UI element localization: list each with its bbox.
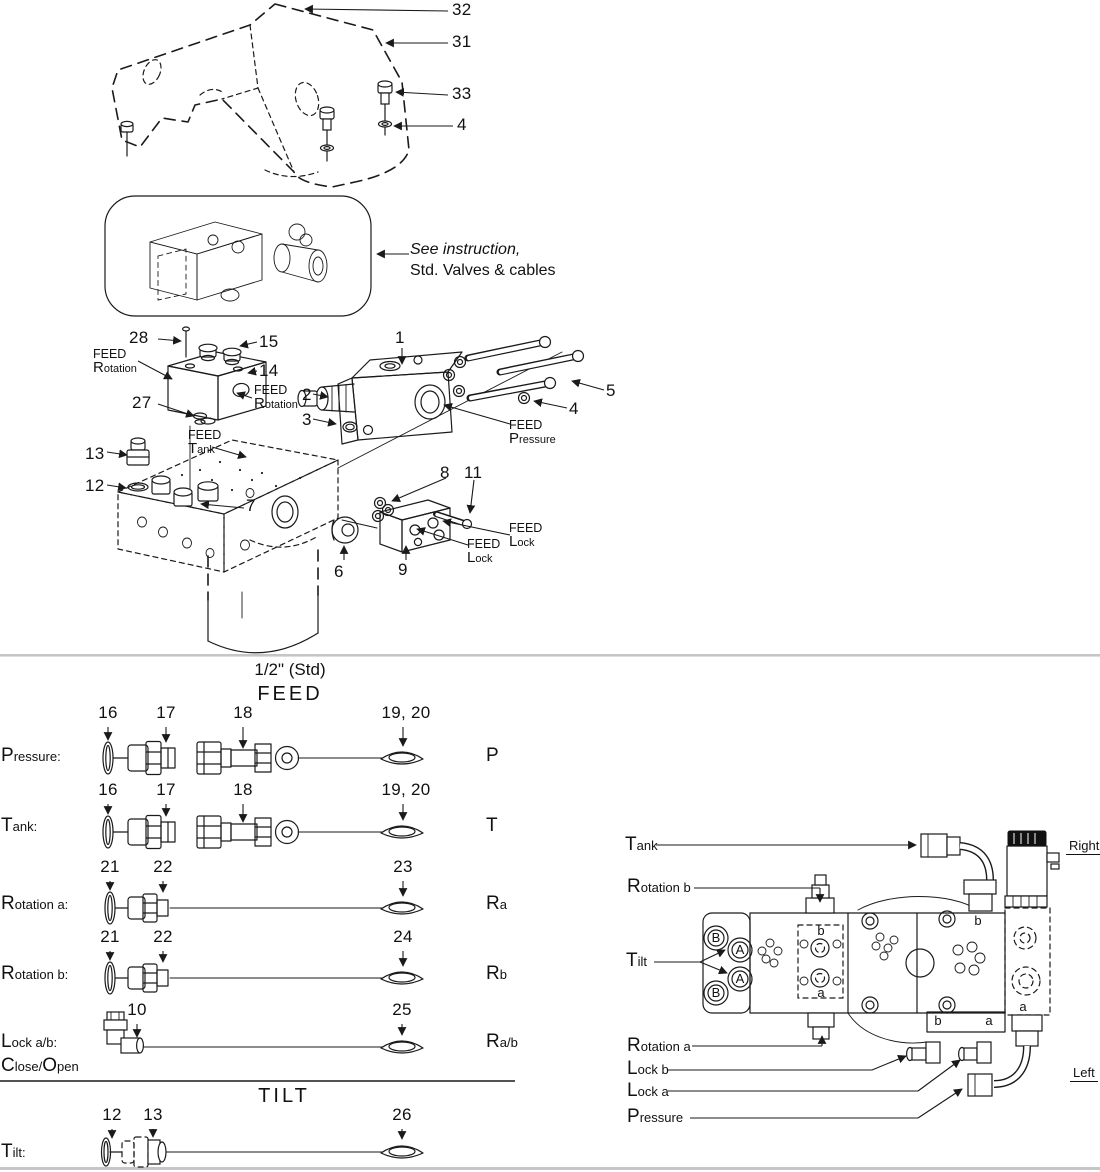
callout-18b: 18: [233, 780, 253, 799]
tilt-section-title: TILT: [258, 1085, 310, 1107]
label-feed-lock-right: [509, 522, 542, 549]
label-tank: Tank: [625, 834, 658, 855]
row-label-rotation-b: Rotation b:: [1, 963, 69, 984]
label-lock-a: Lock a: [627, 1080, 669, 1101]
feed-section-title: FEED: [257, 683, 323, 705]
label-feed-pressure: [509, 419, 556, 446]
port-letter-a-valve-bottom: a: [817, 985, 825, 1000]
label-left-side: Left: [1070, 1066, 1098, 1082]
callout-18: 18: [233, 703, 253, 722]
port-label-rab: Ra/b: [486, 1031, 518, 1052]
row-label-rotation-a: Rotation a:: [1, 893, 69, 914]
cover-outline-drawing: [112, 4, 453, 187]
callout-24: 24: [393, 927, 413, 946]
callout-11: 11: [464, 463, 483, 482]
label-line2: Rotation: [93, 358, 137, 376]
callout-28: 28: [129, 328, 149, 347]
label-tilt: Tilt: [626, 950, 648, 971]
row-label-lock-ab: Lock a/b:: [1, 1031, 58, 1052]
label-feed-lock-left: [467, 538, 500, 565]
port-label-rb: Rb: [486, 963, 507, 984]
callout-5: 5: [606, 381, 616, 400]
callout-13-tilt: 13: [143, 1105, 163, 1124]
callout-14: 14: [259, 361, 279, 380]
port-letter-B-bottom: B: [711, 985, 721, 1000]
row-sublabel-close-open: Close/Open: [1, 1055, 79, 1076]
callout-2: 2: [302, 385, 312, 404]
section-divider-top: [0, 654, 1100, 657]
callout-22b: 22: [153, 927, 173, 946]
callout-13: 13: [85, 444, 105, 463]
callout-9: 9: [398, 560, 408, 579]
label-right-side: Right: [1066, 839, 1100, 855]
port-label-t: T: [486, 815, 498, 836]
label-lock-b: Lock b: [627, 1058, 669, 1079]
callout-1: 1: [395, 328, 405, 347]
callout-3: 3: [302, 410, 312, 429]
row-label-tilt: Tilt:: [1, 1141, 26, 1162]
assembled-valve-drawing: [654, 831, 1059, 1118]
callout-33: 33: [452, 84, 472, 103]
callout-12-tilt: 12: [102, 1105, 122, 1124]
label-line1: FEED: [509, 418, 543, 432]
port-letter-A-top: A: [735, 942, 745, 957]
port-letter-A-bottom: A: [735, 971, 745, 986]
callout-22: 22: [153, 857, 173, 876]
label-line2: Pressure: [509, 429, 556, 447]
callout-16: 16: [98, 703, 118, 722]
callout-21b: 21: [100, 927, 120, 946]
callout-23: 23: [393, 857, 413, 876]
label-line1: FEED: [93, 347, 127, 361]
instruction-note-line2: Std. Valves & cables: [410, 262, 556, 279]
callout-27: 27: [132, 393, 152, 412]
label-line2: Tank: [188, 439, 215, 457]
label-rotation-a: Rotation a: [627, 1035, 691, 1056]
port-letter-b-valve-top: b: [817, 923, 825, 938]
callout-31: 31: [452, 32, 472, 51]
callout-19-20: 19, 20: [381, 703, 431, 722]
label-line2: Rotation: [254, 394, 298, 412]
callout-10: 10: [127, 1000, 147, 1019]
label-pressure: Pressure: [627, 1106, 684, 1127]
callout-16b: 16: [98, 780, 118, 799]
exploded-view-drawing: [107, 327, 604, 653]
port-letter-B-top: B: [711, 930, 721, 945]
label-line1: FEED: [254, 383, 288, 397]
label-line2: Lock: [509, 532, 535, 550]
label-rotation-b: Rotation b: [627, 876, 691, 897]
callout-15: 15: [259, 332, 279, 351]
instruction-note-line1: See instruction,: [410, 241, 521, 258]
section-divider-bottom: [0, 1167, 1100, 1170]
instruction-box-drawing: [105, 196, 409, 316]
callout-21: 21: [100, 857, 120, 876]
label-feed-rotation-left: [93, 348, 137, 375]
callout-4-exploded: 4: [569, 399, 579, 418]
port-letter-a-end-block: a: [1019, 999, 1027, 1014]
callout-17b: 17: [156, 780, 176, 799]
callout-17: 17: [156, 703, 176, 722]
port-letter-b-strip: b: [934, 1013, 942, 1028]
label-feed-tank: [188, 429, 221, 456]
callout-4-top: 4: [457, 115, 467, 134]
label-line1: FEED: [509, 521, 543, 535]
port-label-ra: Ra: [486, 893, 507, 914]
port-label-p: P: [486, 745, 499, 766]
label-line1: FEED: [467, 537, 501, 551]
feed-size-label: 1/2" (Std): [254, 660, 326, 679]
label-feed-rotation-right: [254, 384, 298, 411]
row-label-pressure: Pressure:: [1, 745, 61, 766]
callout-32: 32: [452, 0, 472, 19]
label-line1: FEED: [188, 428, 222, 442]
label-line2: Lock: [467, 548, 493, 566]
port-letter-a-strip: a: [985, 1013, 993, 1028]
callout-19-20b: 19, 20: [381, 780, 431, 799]
port-letter-b-body-right: b: [974, 913, 982, 928]
callout-26: 26: [392, 1105, 412, 1124]
callout-12: 12: [85, 476, 105, 495]
row-label-tank: Tank:: [1, 815, 38, 836]
callout-7: 7: [246, 496, 256, 515]
callout-8: 8: [440, 463, 450, 482]
callout-6: 6: [334, 562, 344, 581]
callout-25: 25: [392, 1000, 412, 1019]
